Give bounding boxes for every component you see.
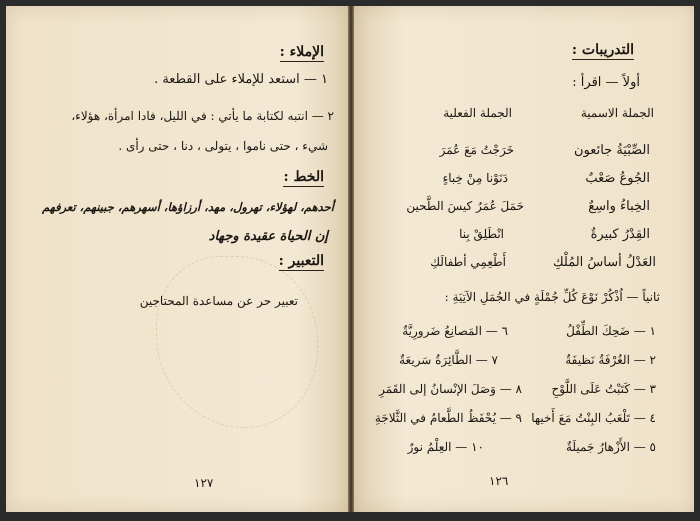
exercise-item: ٨ — وَصَلَ الإنْسانُ إلى القَمَرِ: [379, 382, 522, 396]
nominal-sentence: القِدْرُ كبيرةٌ: [590, 227, 650, 242]
exercises-title: التدريبات :: [571, 42, 634, 58]
nominal-sentence: العَدْلُ أساسُ المُلْكِ: [552, 255, 656, 270]
khatt-line-1: أحدهم، لهؤلاء، تهرول، مهد، أرزاؤها، أسهرهم، جبينهم، تعرفهم: [42, 200, 334, 214]
nominal-sentence: الصِّبْيَةُ جائعون: [574, 143, 650, 158]
faded-illustration: [156, 256, 318, 428]
verbal-sentence: دَنَوْنا مِنْ خِباءٍ: [442, 171, 508, 185]
nominal-sentence: الخِباءُ واسِعٌ: [588, 199, 650, 214]
exercise-item: ٤ — تَلْعَبُ البِنْتُ مَعَ أَخيها: [531, 411, 656, 425]
khatt-heading: الخط :: [283, 169, 324, 185]
col-verbal-header: الجملة الفعلية: [443, 106, 512, 120]
right-page: [354, 6, 694, 512]
exercise-item: ١٠ — العِلْمُ نورٌ: [407, 440, 484, 454]
exercise-item: ٧ — الطَّائِرَةُ سَريعَةٌ: [399, 353, 498, 367]
imla-line-2: ٢ — انتبه لكتابة ما يأتي : في الليل، فادا امرأة، هؤلاء،: [71, 109, 334, 123]
khatt-line-2: إن الحياة عقيدة وجهاد: [208, 229, 328, 244]
imla-heading: الإملاء :: [279, 44, 324, 60]
imla-line-3: شيء ، حتى ناموا ، يتولى ، دنا ، حتى رأى .: [118, 139, 328, 153]
verbal-sentence: انْطَلِقْ بِنا: [459, 227, 504, 241]
exercise-item: ٣ — كَتَبْتُ عَلَى اللَّوْحِ: [551, 382, 656, 396]
page-number-right: ١٢٦: [489, 474, 509, 488]
nominal-sentence: الجُوعُ صَعْبٌ: [585, 171, 650, 186]
imla-line-1: ١ — استعد للإملاء على القطعة .: [154, 72, 328, 87]
col-nominal-header: الجملة الاسمية: [580, 106, 654, 120]
page-number-left: ١٢٧: [194, 476, 214, 490]
verbal-sentence: أَطْعِمِي أطفالَكِ: [430, 255, 506, 269]
exercise-item: ٢ — الغُرْفَةُ نَظيفَةٌ: [565, 353, 656, 367]
exercise-item: ٩ — يُحْفَظُ الطَّعامُ في الثَّلاجَةِ: [374, 411, 522, 425]
left-page: [6, 6, 348, 512]
exercise-item: ١ — ضَحِكَ الطِّفْلُ: [566, 324, 656, 338]
exercise-item: ٥ — الأَزْهارُ جَميلَةٌ: [565, 440, 656, 454]
first-heading: أولاً — اقرأ :: [572, 75, 640, 90]
tabir-line-1: تعبير حر عن مساعدة المحتاجين: [139, 294, 298, 308]
verbal-sentence: حَمَلَ عُمَرُ كيسَ الطَّحين: [406, 199, 524, 213]
exercise-item: ٦ — المَصانِعُ ضَرورِيَّةٌ: [402, 324, 508, 338]
verbal-sentence: خَرَجْتُ مَعَ عُمَرَ: [439, 143, 514, 157]
tabir-heading: التعبير :: [278, 253, 324, 269]
second-heading: ثانياً — اُذْكُرْ نَوْعَ كُلِّ جُمْلَةٍ في الجُمَلِ الآتِيَةِ :: [444, 290, 660, 304]
